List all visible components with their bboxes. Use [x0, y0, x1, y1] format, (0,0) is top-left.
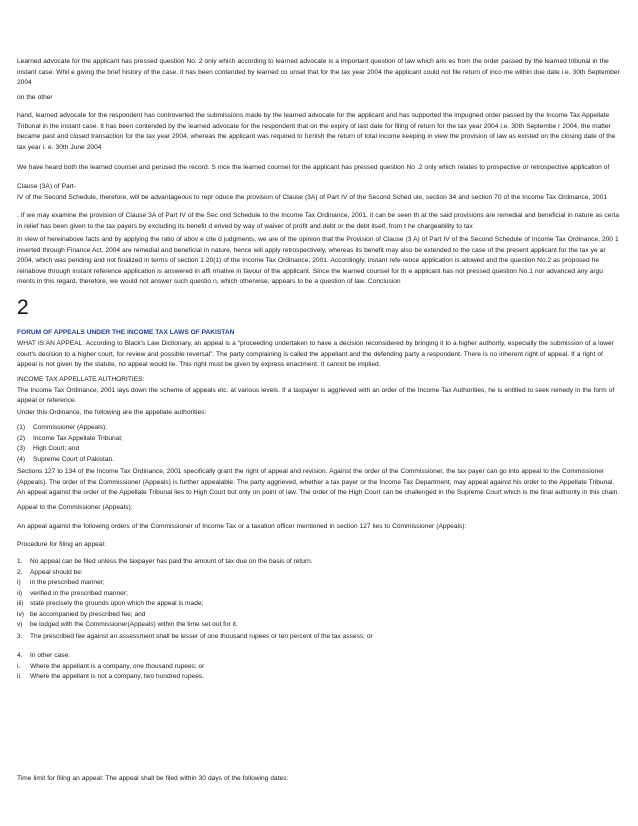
list-item: (1) Commissioner (Appeals); — [17, 424, 108, 431]
paragraph-applicant-argument: Learned advocate for the applicant has pressed question No. 2 only which according to learned advocate is a important question of law which aris es from the order passed by the learned tribunal in the instant case. Whil e giving the brief history of the case, it has been contended by learned co unsel that for the tax year 2004 the applicant could not file return of inco me within due date i.e. 30th September 2004 — [17, 58, 620, 86]
list-item: ii. Where the appellant is not a company, two hundred rupees. — [17, 673, 204, 680]
prescribed-fee-item: 3. The prescribed fee against an assessment shall be lesser of one thousand rupees or ten percent of the tax assess; or — [17, 633, 373, 640]
paragraph-remedial-provision: . If we may examine the provision of Clause 3A of Part IV of the Sec ond Schedule to the Income Tax Ordinance, 2001, it can be seen th at the said provisions are remedial and beneficial in nature as certa in relief has been given to the tax payers by excluding its benefit d erived by way of waiver of profit and debt or the debt itself, from t he chargeability to tax — [17, 212, 620, 230]
authorities-list — [17, 423, 621, 465]
paragraph-clause-3a: Clause (3A) of Part- IV of the Second Schedule, therefore, will be advantageous to repr oduce the provision of Clause (3A) of Part IV of the Second Sched ule, section 34 and section 70 of the Income Tax Ordinance, 2001 — [17, 183, 608, 201]
authorities-title: INCOME TAX APPELLATE AUTHORITIES: — [17, 376, 145, 383]
sections-127-134: Sections 127 to 134 of the Income Tax Ordinance, 2001 specifically grant the right of appeal and revision. Against the order of the Commissioner, the tax payer can go into appeal to the Commissioner (Appeals). The order of the Commissioner (Appeals) is further appealable. The party aggrieved, whether a tax payer or the Income Tax Department, may appeal against his order to the Appellate Tribunal. An appeal against the order of the Appellate Tribunal lies to High Court but only on point of law. The order of the High Court can be challenged in the Supreme Court which is the final authority in this chain. — [17, 468, 620, 496]
appeal-definition: WHAT IS AN APPEAL: According to Black's Law Dictionary, an appeal is a “proceeding undertaken to have a decision reconsidered by bringing it to a higher authority, especially the submission of a lower court's decision to a higher court, for review and possible reversal”. The party complaining is called the appellant and the defending party a respondent. There is no inherent right of appeal. If a right of appeal is not given by the statute, no appeal would lie. This right must be given by express enactment. It cannot be implied. — [17, 340, 614, 368]
paragraph-heard-counsel: We have heard both the learned counsel and perused the record. S ince the learned counsel for the applicant has pressed question No .2 only which relates to prospective or retrospective application of — [17, 164, 610, 171]
procedure-list — [17, 557, 621, 631]
page-number: 2 — [17, 296, 29, 319]
list-item: iv) be accompanied by prescribed fee; and — [17, 610, 146, 618]
list-item: 4. In other case: — [17, 652, 70, 659]
under-this-ordinance: Under this Ordinance, the following are the appellate authorities: — [17, 409, 207, 416]
list-item: v) be lodged with the Commissioner(Appeals) within the time set out for it. — [17, 621, 238, 628]
paragraph-conclusion: In view of hereinabove facts and by applying the ratio of abov e cite d judgments, we are of the opinion that the Provision of Clause (3 A) of Part IV of the Second Schedule of Income Tax Ordinance, 200 1 inserted through Finance Act, 2004 are remedial and beneficial in nature, hence will apply retrospectively, whereas its benefit may also be extended to the case of the present applicant for the tax ye ar 2004, which was pending and not finalized in terms of section 1 20(1) of the Income Tax Ordinance, 2001. Accordingly, instant refe rence application is allowed and the question No.2 as proposed he reinabove through instant reference application is answered in affi rmative in favour of the applicant. Since the learned counsel for th e applicant has not pressed question No.1 nor advanced any argu ments in this regard, therefore, we would not answer such questio n, which otherwise, appears to be a question of law. Conclusion — [17, 236, 619, 285]
authorities-text: The Income Tax Ordinance, 2001 lays down the scheme of appeals etc. at various levels. If a taxpayer is aggrieved with an order of the Income Tax Authorities, he is entitled to seek remedy in the form of appeal or reference. — [17, 386, 615, 404]
procedure-title: Procedure for filing an appeal: — [17, 541, 106, 548]
list-item: (3) High Court; and — [17, 445, 80, 452]
appellate-authorities-block — [17, 375, 621, 407]
appeal-against-orders: An appeal against the following orders of the Commissioner of Income Tax or a taxation officer mentioned in section 127 lies to Commissioner (Appeals): — [17, 523, 467, 530]
section-heading: FORUM OF APPEALS UNDER THE INCOME TAX LAWS OF PAKISTAN — [17, 329, 235, 336]
time-limit: Time limit for filing an appeal: The appeal shall be filed within 30 days of the following dates: — [17, 775, 289, 782]
list-item: 1. No appeal can be filed unless the taxpayer has paid the amount of tax due on the basis of return. — [17, 558, 313, 565]
other-case-list — [17, 651, 621, 683]
list-item: i) in the prescribed manner; — [17, 579, 105, 586]
list-item: iii) state precisely the grounds upon which the appeal is made; — [17, 600, 204, 607]
list-item: 2. Appeal should be: — [17, 568, 83, 576]
list-item: ii) verified in the prescribed manner; — [17, 589, 128, 597]
appeal-to-commissioner: Appeal to the Commissioner (Appeals): — [17, 504, 133, 511]
paragraph-respondent-argument: hand, learned advocate for the respondent has controverted the submissions made by the learned advocate for the applicant and has supported the impugned order passed by the Income Tax Appellate Tribunal in the instant case. It has been contended by the learned advocate for the respondent that on the expiry of last date for filing of return for the tax year 2004 i.e. 30th Septembe r 2004, the matter became past and closed transaction for the tax year 2004, whereas the applicant was required to furnish the return of total income keeping in view the provision of law as existed on the closing date of the tax year i. e. 30th June 2004 — [17, 112, 616, 151]
list-item: i. Where the appellant is a company, one thousand rupees; or — [17, 662, 205, 670]
list-item: (2) Income Tax Appellate Tribunal; — [17, 434, 123, 442]
paragraph-on-the-other: on the other — [17, 94, 53, 101]
list-item: (4) Supreme Court of Pakistan. — [17, 455, 114, 463]
